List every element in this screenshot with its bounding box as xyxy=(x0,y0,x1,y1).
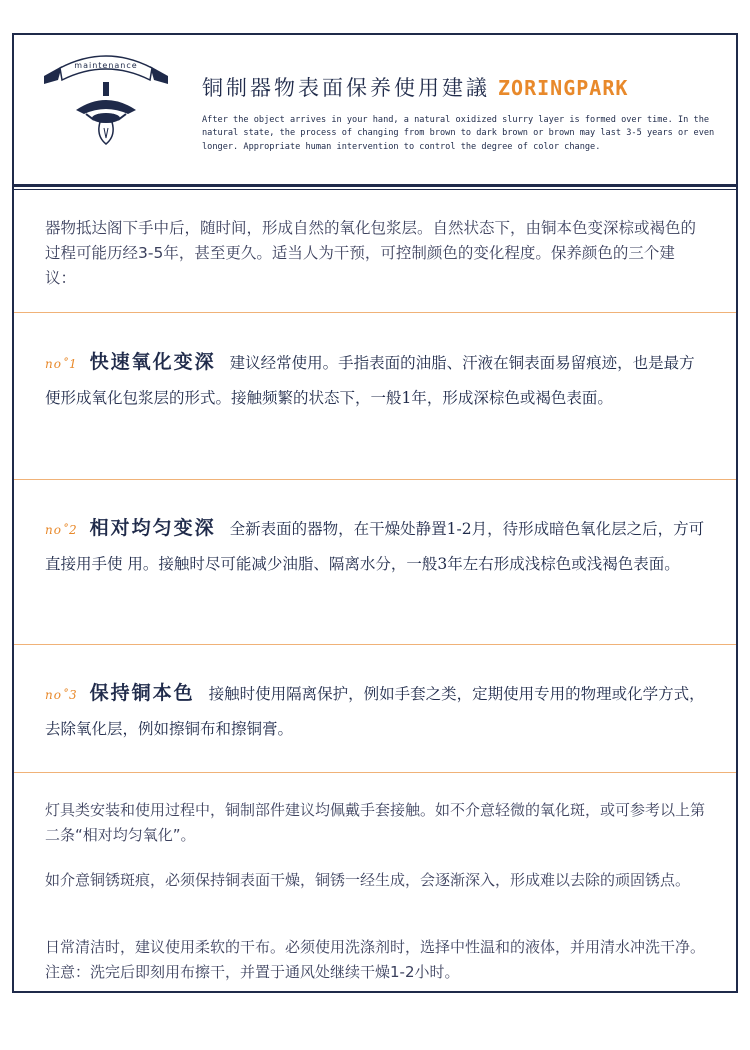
maintenance-logo-icon xyxy=(36,34,176,154)
tip-title: 快速氧化变深 xyxy=(89,351,216,373)
tip-2 xyxy=(45,511,710,581)
tip-3 xyxy=(45,676,710,746)
tip-body: 接触时使用隔离保护，例如手套之类，定期使用专用的物理或化学方式，去除氧化层，例如擦铜布和擦铜膏。 xyxy=(45,685,705,738)
header-divider-thin xyxy=(14,189,736,190)
tip-number: no˚2 xyxy=(45,523,78,537)
tip-title: 相对均匀变深 xyxy=(89,517,216,539)
tip-1 xyxy=(45,345,710,415)
note-paragraph: 如介意铜锈斑痕，必须保持铜表面干燥，铜锈一经生成，会逐渐深入，形成难以去除的顽固锈点。 xyxy=(45,871,691,889)
tip-number: no˚3 xyxy=(45,688,78,702)
header-divider xyxy=(14,184,736,187)
section-divider xyxy=(14,479,736,480)
brand-name: ZORINGPARK xyxy=(498,76,629,100)
intro-paragraph: 器物抵达阁下手中后，随时间，形成自然的氧化包浆层。自然状态下，由铜本色变深棕或褐色的过程可能历经3-5年，甚至更久。适当人为干预，可控制颜色的变化程度。保养颜色的三个建议： xyxy=(45,219,697,287)
tip-title: 保持铜本色 xyxy=(89,682,195,704)
section-divider xyxy=(14,644,736,645)
section-divider xyxy=(14,772,736,773)
title-cn: 铜制器物表面保养使用建議 xyxy=(202,76,490,100)
logo-banner-text: maintenance xyxy=(74,61,138,70)
tip-number: no˚1 xyxy=(45,357,78,371)
page-title xyxy=(202,72,628,102)
tip-body: 全新表面的器物，在干燥处静置1-2月，待形成暗色氧化层之后，方可直接用手使 用。接触时尽可能减少油脂、隔离水分，一般3年左右形成浅棕色或浅褐色表面。 xyxy=(45,520,705,573)
note-paragraph: 灯具类安装和使用过程中，铜制部件建议均佩戴手套接触。如不介意轻微的氧化斑，或可参考以上第二条“相对均匀氧化”。 xyxy=(45,801,706,844)
tip-body: 建议经常使用。手指表面的油脂、汗液在铜表面易留痕迹，也是最方便形成氧化包浆层的形式。接触频繁的状态下，一般1年，形成深棕色或褐色表面。 xyxy=(45,354,695,407)
section-divider xyxy=(14,312,736,313)
subtitle-en: After the object arrives in your hand, a natural oxidized slurry layer is formed over time. In the natural state, the process of changing from brown to dark brown or brown may last 3-5 years or even longer. Appropriate human intervention to control the degree of color change. xyxy=(202,115,715,152)
note-paragraph: 日常清洁时，建议使用柔软的干布。必须使用洗涤剂时，选择中性温和的液体，并用清水冲洗干净。注意：洗完后即刻用布擦干，并置于通风处继续干燥1-2小时。 xyxy=(45,938,706,981)
